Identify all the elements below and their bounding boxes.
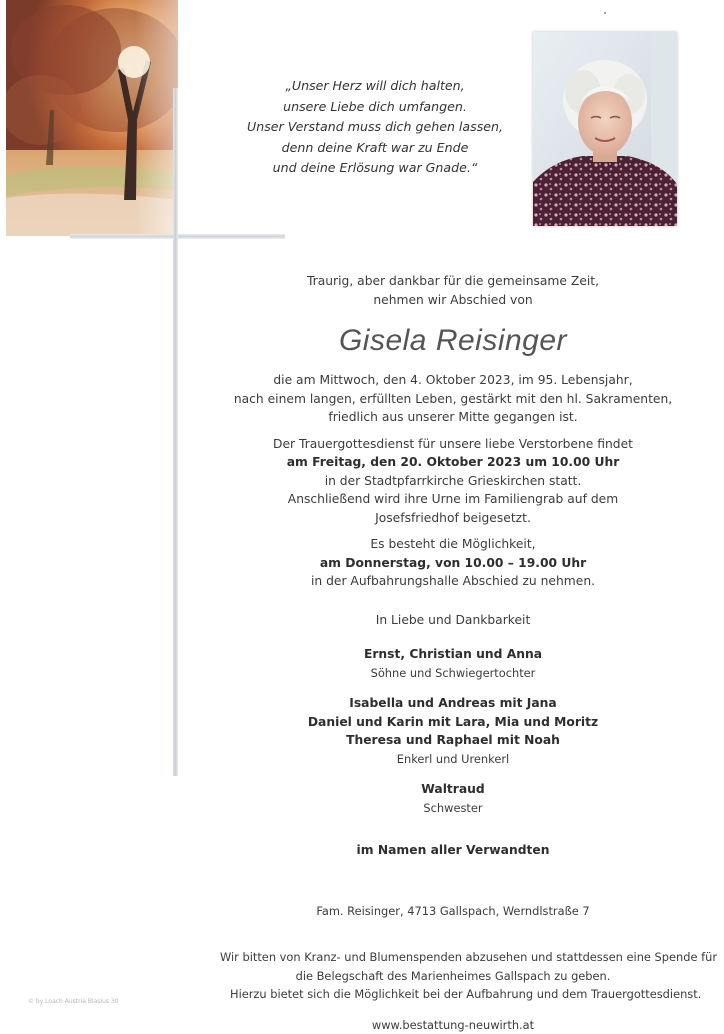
mourner-names: Daniel und Karin mit Lara, Mia und Moritz (230, 713, 676, 732)
service-line: Josefsfriedhof beigesetzt. (230, 509, 676, 528)
service-line: Der Trauergottesdienst für unsere liebe Verstorbene findet (230, 435, 676, 454)
website-link[interactable]: www.bestattung-neuwirth.at (230, 1016, 676, 1034)
quote-line: Unser Verstand muss dich gehen lassen, (230, 117, 520, 138)
mourner-names: Theresa und Raphael mit Noah (230, 731, 676, 750)
cross-vertical-bar (173, 88, 178, 776)
death-notice-line: friedlich aus unserer Mitte gegangen ist. (230, 408, 676, 427)
notice-body (230, 272, 676, 1034)
mourner-relation: Enkerl und Urenkerl (230, 750, 676, 769)
service-date: am Freitag, den 20. Oktober 2023 um 10.00 Uhr (230, 453, 676, 472)
viewing-time: am Donnerstag, von 10.00 – 19.00 Uhr (230, 554, 676, 573)
autumn-tree-photo (6, 0, 178, 236)
scan-speck (604, 12, 606, 14)
portrait-photo (533, 32, 677, 226)
memorial-quote (230, 76, 520, 179)
donation-line: Wir bitten von Kranz- und Blumenspenden abzusehen und stattdessen eine Spende für (220, 948, 686, 967)
service-line: Anschließend wird ihre Urne im Familiengrab auf dem (230, 490, 676, 509)
deceased-name: Gisela Reisinger (230, 321, 676, 361)
mourner-relation: Söhne und Schwiegertochter (230, 664, 676, 683)
mourner-names: Isabella und Andreas mit Jana (230, 694, 676, 713)
relatives-line: im Namen aller Verwandten (230, 841, 676, 860)
mourner-names: Waltraud (230, 780, 676, 799)
family-address: Fam. Reisinger, 4713 Gallspach, Werndlstraße 7 (230, 902, 676, 921)
quote-line: unsere Liebe dich umfangen. (230, 97, 520, 118)
death-notice-line: nach einem langen, erfüllten Leben, gestärkt mit den hl. Sakramenten, (230, 390, 676, 409)
copyright-note: © by Loach Austria Blasius 30 (28, 998, 119, 1005)
intro-line: Traurig, aber dankbar für die gemeinsame Zeit, (230, 272, 676, 291)
donation-line: Hierzu bietet sich die Möglichkeit bei der Aufbahrung und dem Trauergottesdienst. (230, 985, 676, 1004)
quote-line: „Unser Herz will dich halten, (230, 76, 520, 97)
quote-line: denn deine Kraft war zu Ende (230, 138, 520, 159)
quote-line: und deine Erlösung war Gnade.“ (230, 158, 520, 179)
mourner-relation: Schwester (230, 799, 676, 818)
service-line: in der Stadtpfarrkirche Grieskirchen statt. (230, 472, 676, 491)
death-notice-line: die am Mittwoch, den 4. Oktober 2023, im 95. Lebensjahr, (230, 371, 676, 390)
closing-line: In Liebe und Dankbarkeit (230, 611, 676, 630)
donation-line: die Belegschaft des Marienheimes Gallspach zu geben. (230, 967, 676, 986)
viewing-line: Es besteht die Möglichkeit, (230, 535, 676, 554)
viewing-line: in der Aufbahrungshalle Abschied zu nehmen. (230, 572, 676, 591)
mourner-names: Ernst, Christian und Anna (230, 645, 676, 664)
intro-line: nehmen wir Abschied von (230, 291, 676, 310)
